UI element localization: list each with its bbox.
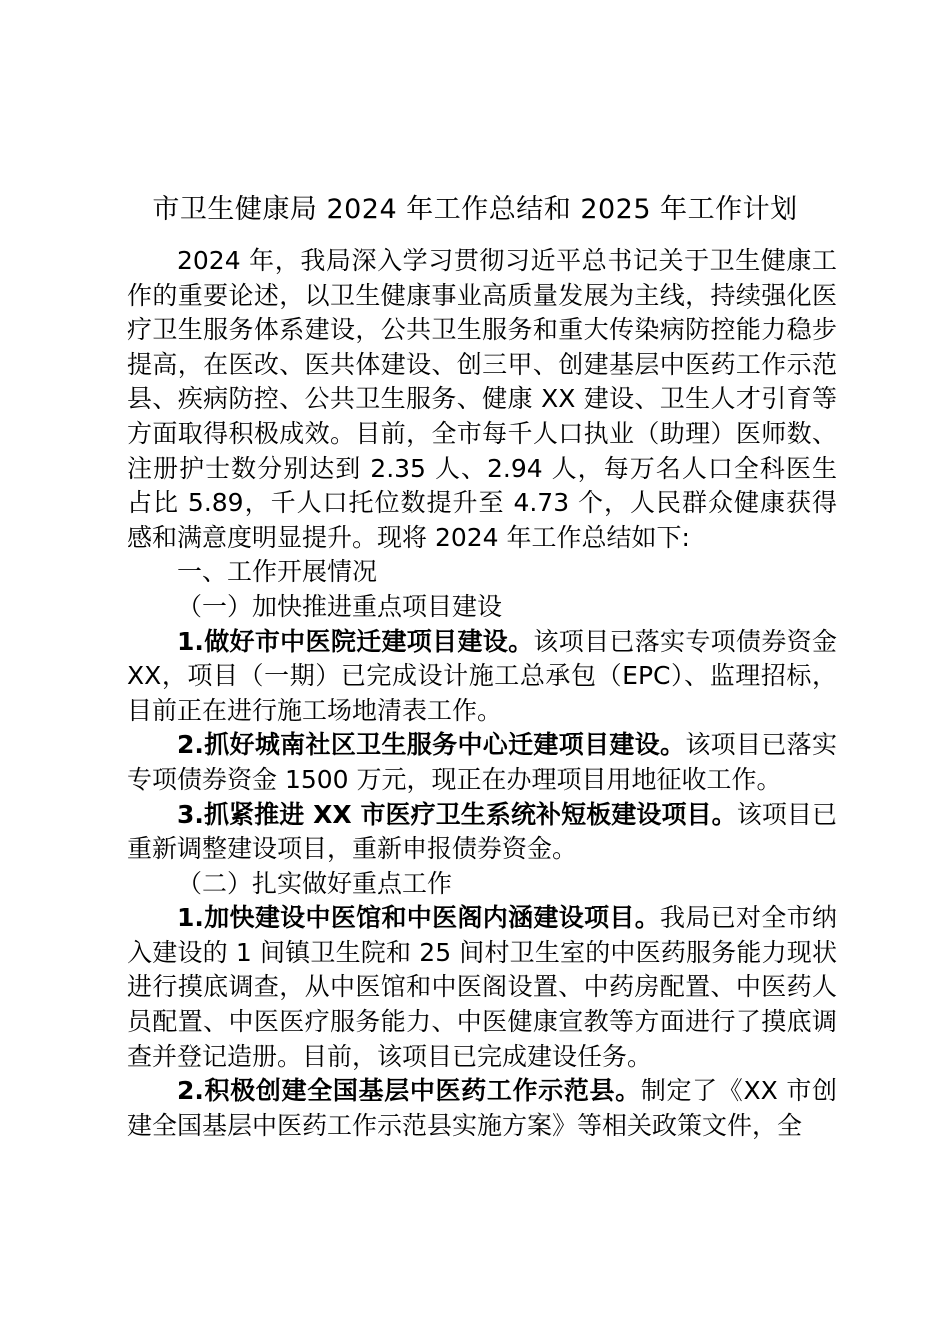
item-heading: 3.抓紧推进 XX 市医疗卫生系统补短板建设项目。 [177, 799, 737, 829]
item-text: 该项目已落实专项债券资金 1500 万元，现正在办理项目用地征收工作。 [127, 730, 837, 794]
item-text: 我局已对全市纳入建设的 1 间镇卫生院和 25 间村卫生室的中医药服务能力现状进行摸底调查，从中医馆和中医阁设置、中药房配置、中医药人员配置、中医医疗服务能力、中医健康宣教等方面进行了摸底调查并登记造册。目前，该项目已完成建设任务。 [127, 903, 837, 1071]
item-heading: 1.做好市中医院迁建项目建设。 [177, 626, 534, 656]
item-heading: 1.加快建设中医馆和中医阁内涵建设项目。 [177, 903, 661, 933]
list-item [127, 798, 837, 867]
item-text: 制定了《XX 市创建全国基层中医药工作示范县实施方案》等相关政策文件，全 [127, 1076, 837, 1140]
list-item [127, 728, 837, 797]
subsection-heading: （二）扎实做好重点工作 [177, 868, 453, 898]
item-text: 该项目已落实专项债券资金 XX，项目（一期）已完成设计施工总承包（EPC）、监理招标，目前正在进行施工场地清表工作。 [127, 626, 837, 725]
item-heading: 2.积极创建全国基层中医药工作示范县。 [177, 1076, 641, 1106]
list-item [127, 901, 837, 1074]
item-text: 该项目已重新调整建设项目，重新申报债券资金。 [127, 799, 837, 864]
intro-paragraph: 2024 年，我局深入学习贯彻习近平总书记关于卫生健康工作的重要论述，以卫生健康事业高质量发展为主线，持续强化医疗卫生服务体系建设，公共卫生服务和重大传染病防控能力稳步提高，在医改、医共体建设、创三甲、创建基层中医药工作示范县、疾病防控、公共卫生服务、健康 XX 建设、卫生人才引育等方面取得积极成效。目前，全市每千人口执业（助理）医师数、注册护士数分别达到 2.35 人、2.94 人，每万名人口全科医生占比 5.89，千人口托位数提升至 4.73 个，人民群众健康获得感和满意度明显提升。现将 2024 年工作总结如下: [127, 246, 837, 552]
document-title: 市卫生健康局 2024 年工作总结和 2025 年工作计划 [152, 194, 798, 225]
item-heading: 2.抓好城南社区卫生服务中心迁建项目建设。 [177, 730, 686, 760]
list-item [127, 1074, 837, 1143]
section-heading: 一、工作开展情况 [177, 557, 378, 587]
subsection-heading: （一）加快推进重点项目建设 [177, 591, 503, 621]
list-item [127, 625, 837, 729]
document-body [127, 244, 837, 1143]
